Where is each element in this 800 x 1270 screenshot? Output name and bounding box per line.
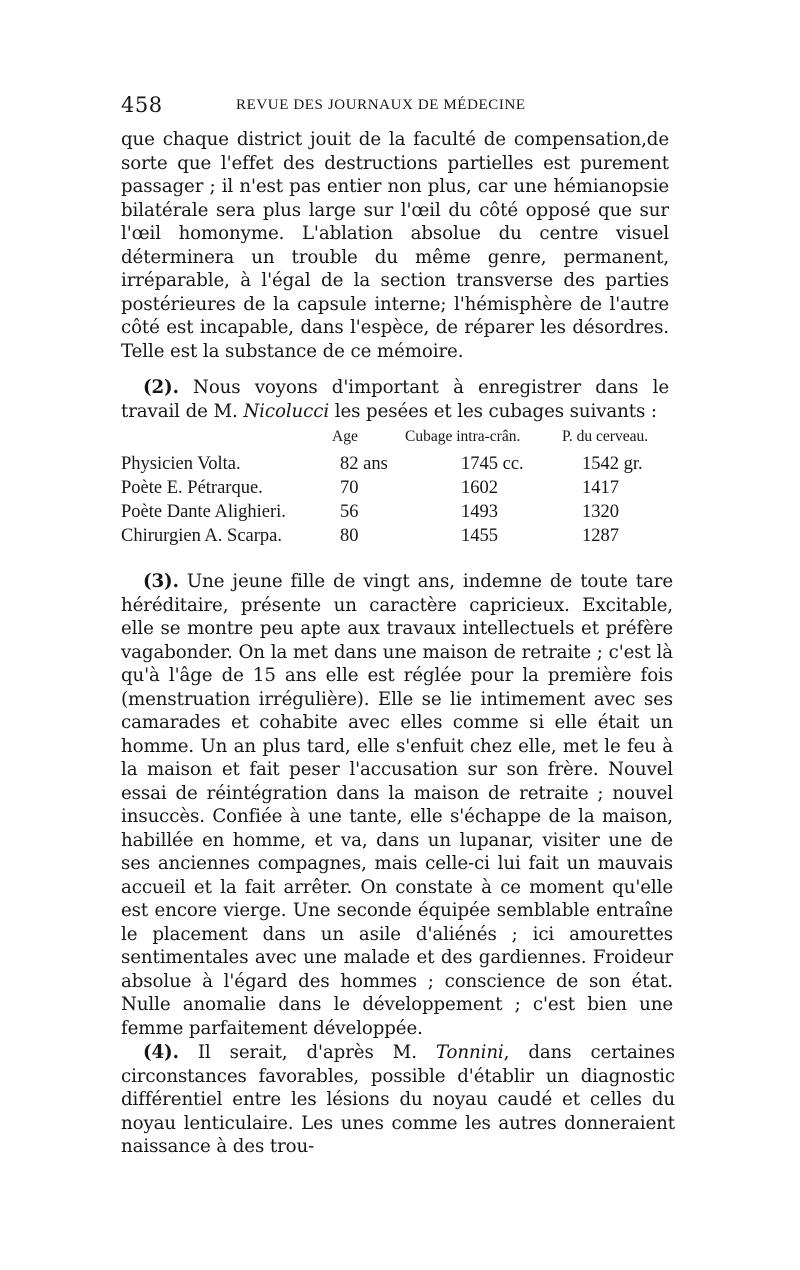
row-cerveau: 1417 <box>582 478 619 498</box>
paragraph-note-4 <box>121 1041 675 1159</box>
note-marker-2: (2). <box>143 377 179 398</box>
author-nicolucci: Nicolucci <box>243 400 330 422</box>
header-cerveau: P. du cerveau. <box>562 428 649 445</box>
row-cubage: 1602 <box>461 478 498 498</box>
table-row <box>121 454 681 478</box>
row-name: Poète E. Pétrarque. <box>121 478 263 498</box>
row-name: Chirurgien A. Scarpa. <box>121 526 282 546</box>
row-name: Poète Dante Alighieri. <box>121 502 286 522</box>
table-row <box>121 478 681 502</box>
row-cerveau: 1542 gr. <box>582 454 643 474</box>
note-4-text-before: Il serait, d'après M. <box>178 1042 436 1063</box>
note-2-text-after: les pesées et les cubages suivants : <box>329 400 657 422</box>
header-cubage: Cubage intra-crân. <box>405 428 521 445</box>
note-2-text-before: Nous voyons d'important à enregistrer dans le travail de M. <box>121 377 669 422</box>
running-title: REVUE DES JOURNAUX DE MÉDECINE <box>236 97 526 113</box>
row-name: Physicien Volta. <box>121 454 241 474</box>
row-age: 82 ans <box>340 454 388 474</box>
author-tonnini: Tonnini <box>435 1042 504 1063</box>
table-row <box>121 502 681 526</box>
header-age: Age <box>332 428 358 445</box>
row-age: 80 <box>340 526 359 546</box>
row-cerveau: 1320 <box>582 502 619 522</box>
note-4-text-after: , dans certaines circonstances favorables, possible d'établir un diagnostic différentiel entre les lésions du noyau caudé et celles du noyau lenticulaire. Les unes comme les autres donneraient naissance à des trou- <box>121 1042 675 1157</box>
page-header <box>121 93 681 119</box>
page-number: 458 <box>121 93 163 117</box>
note-marker-3: (3). <box>143 571 179 592</box>
row-cerveau: 1287 <box>582 526 619 546</box>
note-3-text: Une jeune fille de vingt ans, indemne de toute tare héréditaire, présente un caractère capricieux. Excitable, elle se montre peu apte aux travaux intellectuels et préfère vagabonder. On la met dans une maison de retraite ; c'est là qu'à l'âge de 15 ans elle est réglée pour la première fois (menstruation irrégulière). Elle se lie intimement avec ses camarades et cohabite avec elles comme si elle était un homme. Un an plus tard, elle s'enfuit chez elle, met le feu à la maison et fait peser l'accusation sur son frère. Nouvel essai de réintégration dans la maison de retraite ; nouvel insuccès. Confiée à une tante, elle s'échappe de la maison, habillée en homme, et va, dans un lupanar, visiter une de ses anciennes compagnes, mais celle-ci lui fait un mauvais accueil et la fait arrêter. On constate à ce moment qu'elle est encore vierge. Une seconde équipée semblable entraîne le placement dans un asile d'aliénés ; ici amourettes sentimentales avec une malade et des gardiennes. Froideur absolue à l'égard des hommes ; conscience de son état. Nulle anomalie dans le développement ; c'est bien une femme parfaitement développée. <box>121 571 673 1039</box>
row-cubage: 1493 <box>461 502 498 522</box>
row-age: 70 <box>340 478 359 498</box>
table-row <box>121 526 681 550</box>
row-age: 56 <box>340 502 359 522</box>
paragraph-note-3 <box>121 570 673 1040</box>
paragraph-compensation: que chaque district jouit de la faculté de compensation,de sorte que l'effet des destructions partielles est purement passager ; il n'est pas entier non plus, car une hémianopsie bilatérale sera plus large sur l'œil du côté opposé que sur l'œil homonyme. L'ablation absolue du centre visuel déterminera un trouble du même genre, permanent, irréparable, à l'égal de la section transverse des parties postérieures de la capsule interne; l'hémisphère de l'autre côté est incapable, dans l'espèce, de réparer les désordres. Telle est la substance de ce mémoire. <box>121 129 669 362</box>
paragraph-note-2 <box>121 376 669 423</box>
note-marker-4: (4). <box>143 1042 179 1063</box>
row-cubage: 1745 cc. <box>461 454 524 474</box>
row-cubage: 1455 <box>461 526 498 546</box>
